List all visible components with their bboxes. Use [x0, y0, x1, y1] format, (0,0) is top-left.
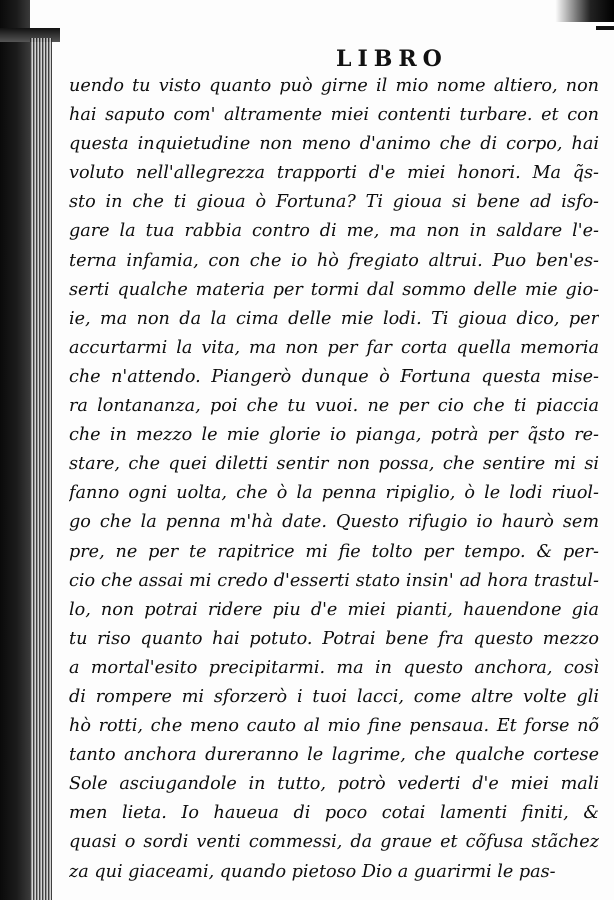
text-line: men lieta. Io haueua di poco cotai lamenti finiti, &: [69, 803, 599, 824]
text-line: accurtarmi la vita, ma non per far corta quella memoria: [69, 337, 599, 358]
text-line: che in mezzo le mie glorie io pianga, potrà per q̃sto re-: [69, 425, 599, 446]
text-line: hai saputo com' altramente miei contenti turbare. et con: [69, 105, 599, 126]
corner-shadow: [555, 0, 614, 22]
text-line: lo, non potrai ridere piu d'e miei pianti, hauendone gia: [69, 599, 599, 620]
text-line: za qui giaceami, quando pietoso Dio a guarirmi le pas-: [69, 861, 556, 882]
page-edges: [30, 38, 52, 900]
text-line: questa inquietudine non meno d'animo che di corpo, hai: [69, 134, 599, 155]
body-text: [69, 72, 599, 887]
text-line: hò rotti, che meno cauto al mio fine pensaua. Et forse nõ: [69, 716, 599, 737]
running-header: LIBRO: [336, 46, 448, 72]
text-line: quasi o sordi venti commessi, da graue et cõfusa stãchez: [69, 832, 599, 853]
text-line: tanto anchora dureranno le lagrime, che qualche cortese: [69, 745, 599, 766]
text-line: stare, che quei diletti sentir non possa, che sentire mi si: [69, 454, 599, 475]
text-line: serti qualche materia per tormi dal sommo delle mie gio-: [69, 279, 599, 300]
text-line: voluto nell'allegrezza trapporti d'e miei honori. Ma q̃s-: [69, 163, 599, 184]
text-line: go che la penna m'hà date. Questo rifugio io haurò sem: [69, 512, 599, 533]
text-line: pre, ne per te rapitrice mi fie tolto per tempo. & per-: [69, 541, 599, 562]
text-line: ra lontananza, poi che tu vuoi. ne per cio che ti piaccia: [69, 396, 599, 417]
text-line: sto in che ti gioua ò Fortuna? Ti gioua si bene ad isfo-: [69, 192, 599, 213]
text-line: a mortal'esito precipitarmi. ma in questo anchora, così: [69, 657, 599, 678]
edge-mark: [596, 26, 614, 30]
text-line: cio che assai mi credo d'esserti stato insin' ad hora trastul-: [69, 570, 599, 591]
text-line: fanno ogni uolta, che ò la penna ripiglio, ò le lodi riuol-: [69, 483, 599, 504]
text-line: terna infamia, con che io hò fregiato altrui. Puo ben'es-: [69, 250, 599, 271]
text-line: di rompere mi sforzerò i tuoi lacci, come altre volte gli: [69, 686, 599, 707]
book-binding: [0, 0, 30, 900]
text-line: Sole asciugandole in tutto, potrò vederti d'e miei mali: [69, 774, 599, 795]
text-line: che n'attendo. Piangerò dunque ò Fortuna questa mise-: [69, 366, 599, 387]
text-line: uendo tu visto quanto può girne il mio nome altiero, non: [69, 76, 599, 96]
text-line: ie, ma non da la cima delle mie lodi. Ti gioua dico, per: [69, 308, 599, 329]
text-line: tu riso quanto hai potuto. Potrai bene fra questo mezzo: [69, 628, 599, 649]
text-line: gare la tua rabbia contro di me, ma non in saldare l'e-: [69, 221, 599, 242]
